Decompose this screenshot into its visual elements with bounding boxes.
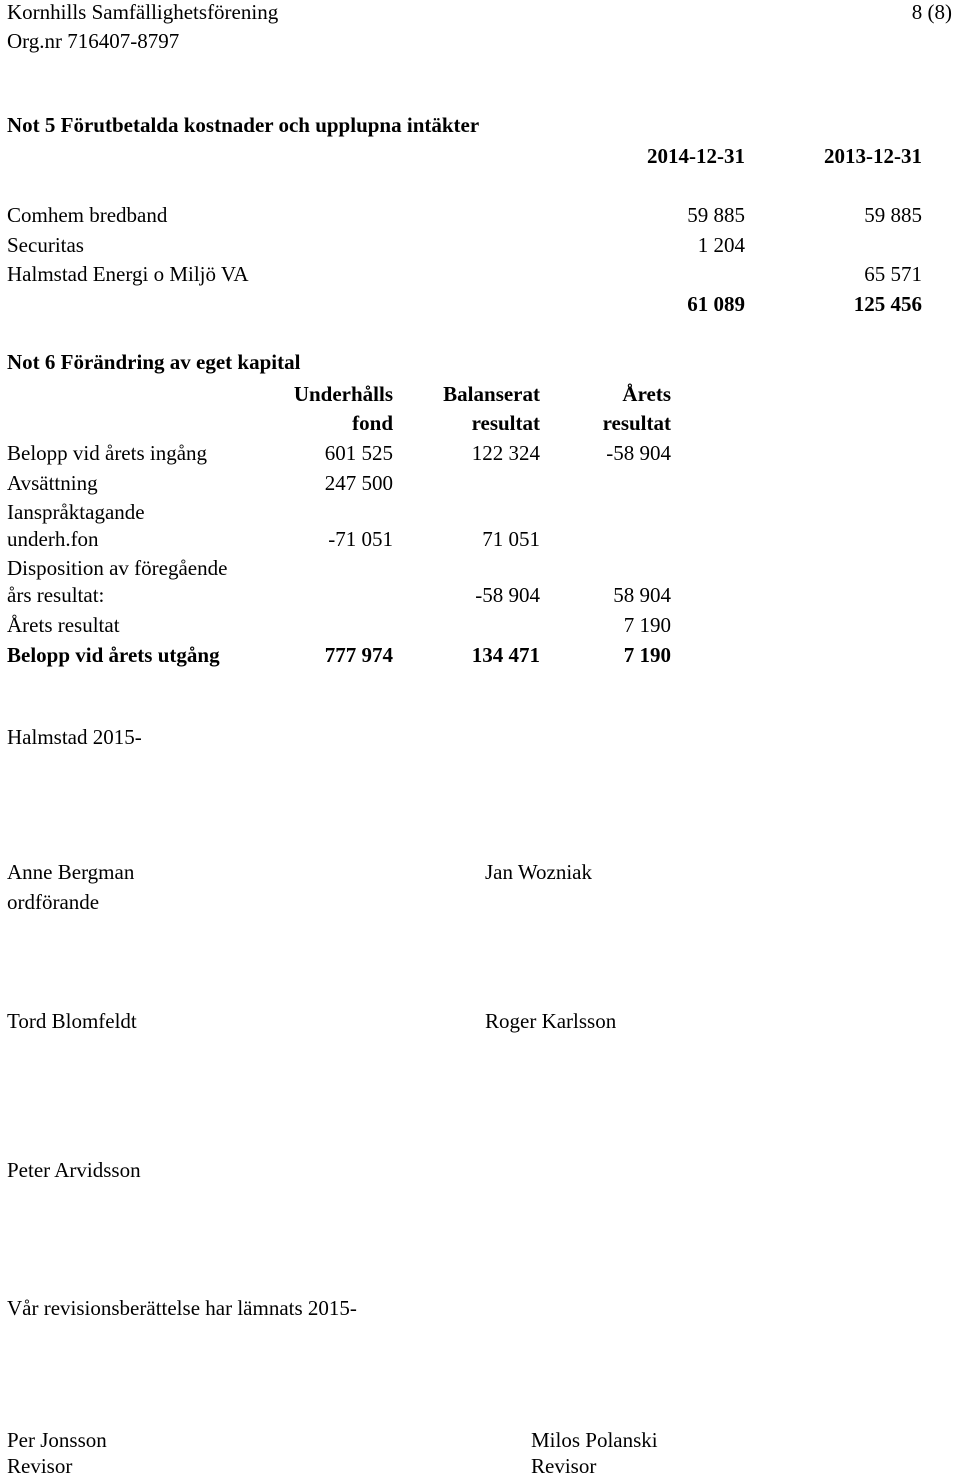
signatory-role: ordförande [7, 890, 100, 914]
note6-row-col2: 71 051 [482, 527, 540, 551]
signatory-name: Jan Wozniak [485, 860, 592, 884]
org-name: Kornhills Samfällighetsförening [7, 0, 279, 24]
note5-row-label: Comhem bredband [7, 203, 168, 227]
note6-title: Not 6 Förändring av eget kapital [7, 350, 301, 374]
note6-row-col1: 247 500 [324, 471, 393, 495]
note6-row-col3: 7 190 [623, 613, 671, 637]
note6-total-col1: 777 974 [324, 643, 393, 667]
note5-row-value-2013: 59 885 [864, 203, 922, 227]
auditor-name: Milos Polanski [531, 1428, 658, 1452]
note6-row-col2: -58 904 [475, 583, 540, 607]
note5-row-label: Halmstad Energi o Miljö VA [7, 262, 249, 286]
note6-row-label: Ianspråktagande [7, 500, 145, 524]
note5-col-2013: 2013-12-31 [824, 144, 922, 168]
note6-row-col3: 58 904 [613, 583, 671, 607]
note6-total-col2: 134 471 [471, 643, 540, 667]
note6-row-col3: -58 904 [606, 441, 671, 465]
auditor-name: Per Jonsson [7, 1428, 107, 1452]
note5-total-2014: 61 089 [687, 292, 745, 316]
note6-row-col2: 122 324 [471, 441, 540, 465]
note6-row-label: Avsättning [7, 471, 98, 495]
note6-row-label-line2: års resultat: [7, 583, 105, 607]
note5-title: Not 5 Förutbetalda kostnader och upplupna intäkter [7, 113, 480, 137]
note5-row-value-2014: 59 885 [687, 203, 745, 227]
note6-row-label-line2: underh.fon [7, 527, 99, 551]
note6-col3-header-line2: resultat [602, 411, 671, 435]
note6-col3-header: Årets [622, 382, 671, 406]
note5-total-2013: 125 456 [853, 292, 922, 316]
note6-row-label: Årets resultat [7, 613, 120, 637]
note6-col2-header: Balanserat [443, 382, 540, 406]
note6-total-label: Belopp vid årets utgång [7, 643, 220, 667]
note5-col-2014: 2014-12-31 [647, 144, 745, 168]
note5-row-value-2013: 65 571 [864, 262, 922, 286]
note6-row-label: Belopp vid årets ingång [7, 441, 208, 465]
signatory-name: Peter Arvidsson [7, 1158, 141, 1182]
org-number: Org.nr 716407-8797 [7, 29, 180, 53]
audit-statement: Vår revisionsberättelse har lämnats 2015- [7, 1296, 357, 1320]
note6-row-col1: -71 051 [328, 527, 393, 551]
note6-row-label: Disposition av föregående [7, 556, 228, 580]
page-number: 8 (8) [911, 0, 952, 24]
signatory-name: Tord Blomfeldt [7, 1009, 137, 1033]
note6-col1-header-line2: fond [352, 411, 393, 435]
note6-col1-header: Underhålls [293, 382, 393, 406]
note5-row-value-2014: 1 204 [697, 233, 745, 257]
place-date: Halmstad 2015- [7, 725, 142, 749]
note6-total-col3: 7 190 [623, 643, 671, 667]
signatory-name: Roger Karlsson [485, 1009, 617, 1033]
note6-col2-header-line2: resultat [471, 411, 540, 435]
auditor-role: Revisor [531, 1454, 597, 1478]
signatory-name: Anne Bergman [7, 860, 135, 884]
note6-row-col1: 601 525 [324, 441, 393, 465]
auditor-role: Revisor [7, 1454, 73, 1478]
note5-row-label: Securitas [7, 233, 84, 257]
